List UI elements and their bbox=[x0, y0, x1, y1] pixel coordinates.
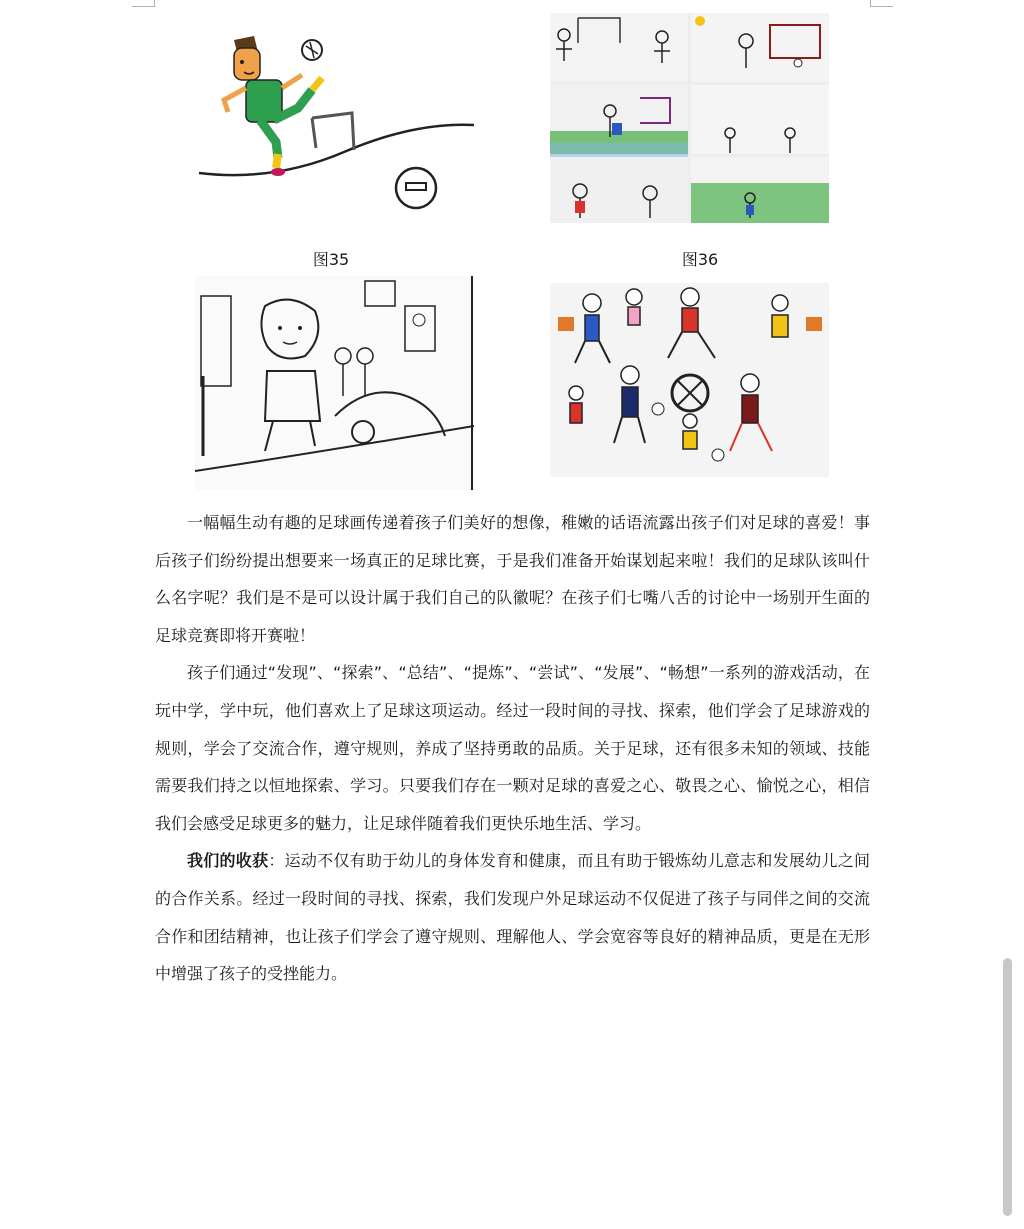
paragraph-3-body: ：运动不仅有助于幼儿的身体发育和健康，而且有助于锻炼幼儿意志和发展幼儿之间的合作关系。经过一段时间的寻找、探索，我们发现户外足球运动不仅促进了孩子与同伴之间的交流合作和团结精神，也让孩子们学会了遵守规则、理解他人、学会宽容等良好的精神品质，更是在无形中增强了孩子的受挫能力。 bbox=[155, 851, 870, 984]
drawing-child-flowers bbox=[195, 276, 474, 490]
figure-35-caption: 图35 bbox=[312, 250, 350, 269]
vertical-scrollbar[interactable] bbox=[1003, 958, 1012, 1216]
body-text bbox=[155, 504, 870, 993]
drawing-colorful-players bbox=[550, 283, 829, 477]
figure-36-caption: 图36 bbox=[681, 250, 719, 269]
paragraph-3-label: 我们的收获 bbox=[187, 851, 269, 871]
drawing-collage bbox=[550, 13, 829, 223]
page-corner-mark-left bbox=[132, 0, 155, 7]
paragraph-1: 一幅幅生动有趣的足球画传递着孩子们美好的想像，稚嫩的话语流露出孩子们对足球的喜爱！事后孩子们纷纷提出想要来一场真正的足球比赛，于是我们准备开始谋划起来啦！我们的足球队该叫什么名字呢？我们是不是可以设计属于我们自己的队徽呢？在孩子们七嘴八舌的讨论中一场别开生面的足球竞赛即将开赛啦！ bbox=[155, 513, 870, 645]
figure-36-collage bbox=[550, 13, 829, 223]
figure-child-with-flowers bbox=[195, 276, 474, 490]
figure-colorful-players bbox=[550, 283, 829, 477]
figure-35-drawing bbox=[194, 30, 474, 225]
paragraph-3 bbox=[155, 842, 870, 992]
page-corner-mark-right bbox=[870, 0, 893, 7]
drawing-kicking-child bbox=[194, 30, 474, 225]
paragraph-2: 孩子们通过“发现”、“探索”、“总结”、“提炼”、“尝试”、“发展”、“畅想”一系列的游戏活动，在玩中学，学中玩，他们喜欢上了足球这项运动。经过一段时间的寻找、探索，他们学会了足球游戏的规则，学会了交流合作，遵守规则，养成了坚持勇敢的品质。关于足球，还有很多未知的领域、技能需要我们持之以恒地探索、学习。只要我们存在一颗对足球的喜爱之心、敬畏之心、愉悦之心，相信我们会感受足球更多的魅力，让足球伴随着我们更快乐地生活、学习。 bbox=[155, 663, 870, 833]
